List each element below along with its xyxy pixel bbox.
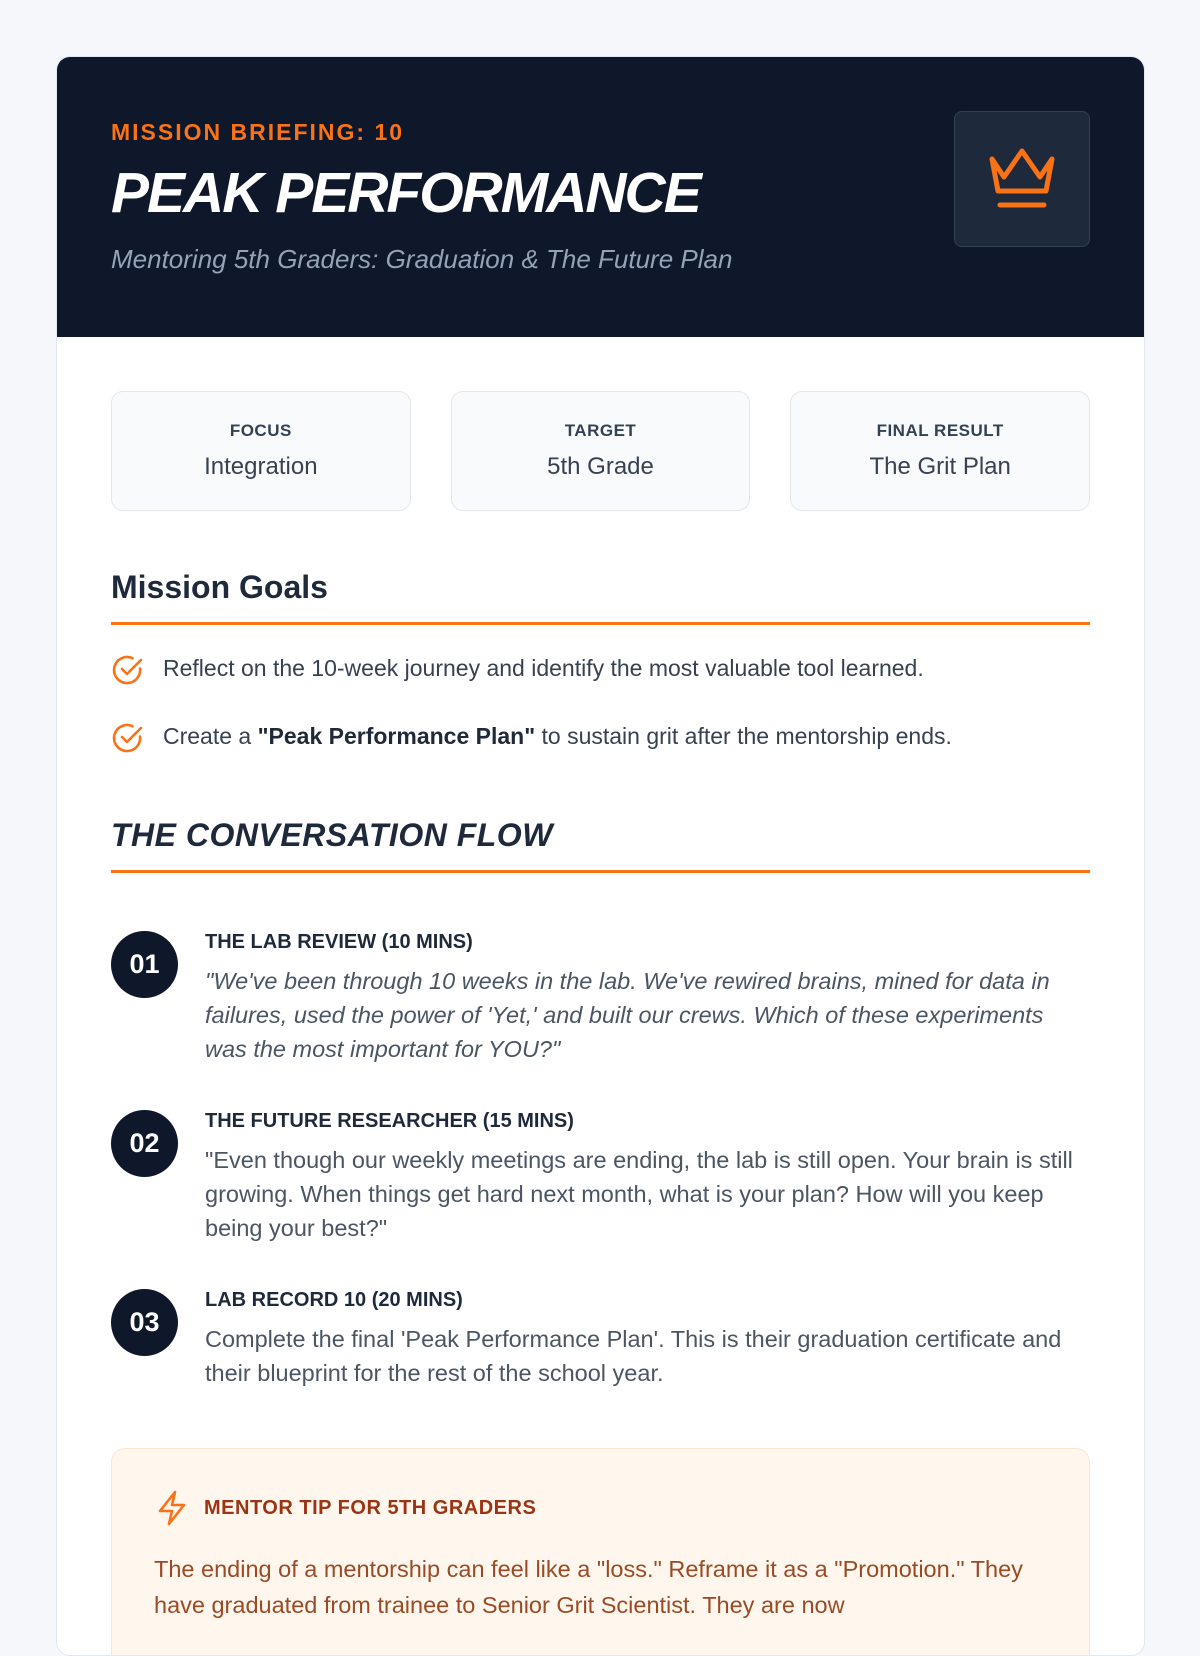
page-subtitle: Mentoring 5th Graders: Graduation & The Future Plan: [111, 244, 733, 274]
stat-label: TARGET: [564, 421, 637, 440]
goal-item: [111, 655, 1090, 687]
lightning-icon: [154, 1489, 190, 1527]
section-title-goals: Mission Goals: [111, 569, 1090, 625]
briefing-card: [56, 56, 1145, 1656]
mentor-tip: [111, 1448, 1090, 1656]
stat-value: The Grit Plan: [869, 453, 1011, 480]
step-text: Complete the final 'Peak Performance Plan'. This is their graduation certificate and their blueprint for the rest of the school year.: [205, 1326, 1062, 1386]
tip-text: The ending of a mentorship can feel like a "loss." Reframe it as a "Promotion." They have graduated from trainee to Senior Grit Scientist. They are now: [154, 1556, 1023, 1618]
step-text: "Even though our weekly meetings are ending, the lab is still open. Your brain is still growing. When things get hard next month, what is your plan? How will you keep being your best?": [205, 1147, 1073, 1241]
crown-icon: [984, 145, 1060, 213]
flow-step: [111, 1287, 1090, 1390]
step-heading: THE LAB REVIEW (10 MINS): [205, 931, 473, 953]
check-circle-icon: [111, 721, 145, 755]
page-title: PEAK PERFORMANCE: [111, 161, 700, 225]
tip-heading: MENTOR TIP FOR 5TH GRADERS: [204, 1496, 537, 1519]
step-number: 03: [111, 1289, 178, 1356]
section-title-flow: THE CONVERSATION FLOW: [111, 817, 1090, 873]
stat-label: FOCUS: [229, 421, 292, 440]
goal-item: [111, 723, 1090, 755]
stat-focus: [111, 391, 411, 511]
goal-text: Reflect on the 10-week journey and identify the most valuable tool learned.: [163, 655, 924, 681]
step-heading: THE FUTURE RESEARCHER (15 MINS): [205, 1110, 574, 1132]
stat-value: 5th Grade: [547, 453, 654, 480]
flow-step: [111, 1108, 1090, 1245]
stat-value: Integration: [204, 453, 318, 480]
step-number: 01: [111, 931, 178, 998]
step-number: 02: [111, 1110, 178, 1177]
check-circle-icon: [111, 653, 145, 687]
mission-goals-section: [111, 569, 1090, 755]
stats-row: [111, 391, 1090, 511]
conversation-flow-section: [111, 817, 1090, 1390]
stat-final-result: [790, 391, 1090, 511]
stat-target: [451, 391, 751, 511]
header: [57, 57, 1144, 337]
crown-badge: [954, 111, 1090, 247]
flow-step: [111, 929, 1090, 1066]
stat-label: FINAL RESULT: [876, 421, 1004, 440]
mission-kicker: MISSION BRIEFING: 10: [111, 119, 405, 145]
step-heading: LAB RECORD 10 (20 MINS): [205, 1289, 463, 1311]
step-text: "We've been through 10 weeks in the lab. We've rewired brains, mined for data in failures, used the power of 'Yet,' and built our crews. Which of these experiments was the most important for YOU?": [205, 968, 1050, 1062]
goal-text: Create a "Peak Performance Plan" to sustain grit after the mentorship ends.: [163, 723, 952, 749]
